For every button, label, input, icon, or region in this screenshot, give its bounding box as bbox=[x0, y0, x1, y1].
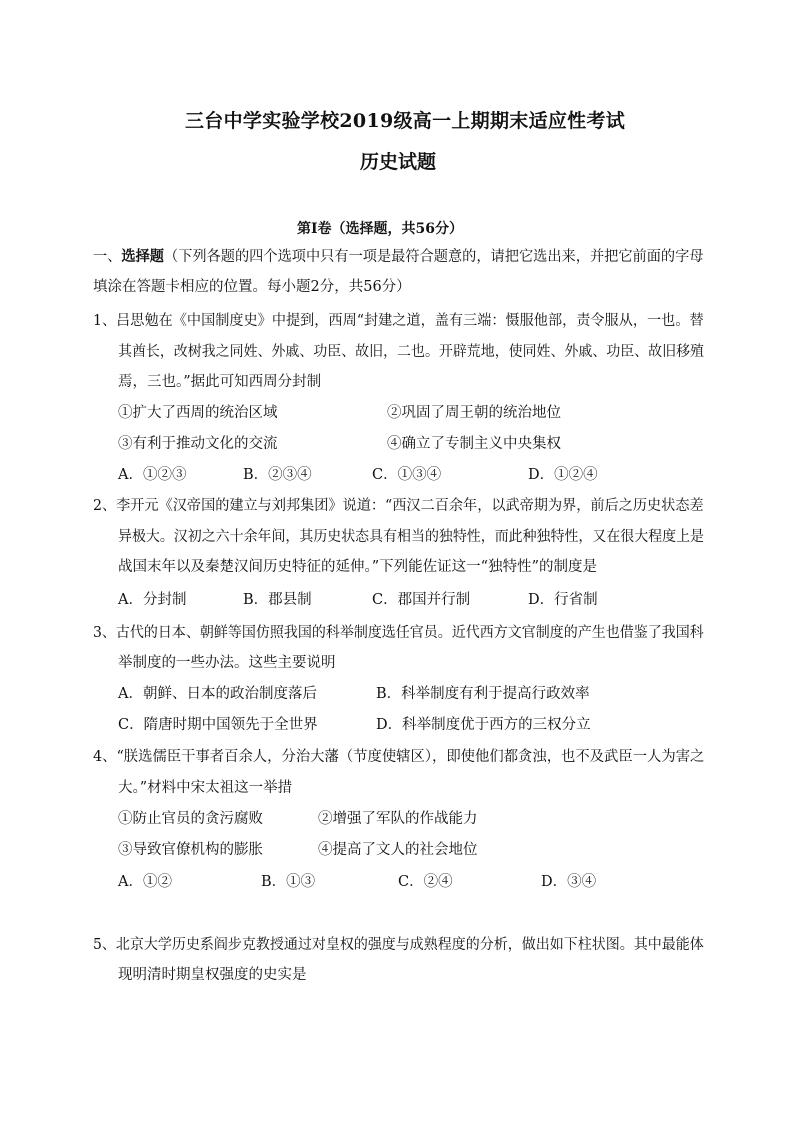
option-d: D．③④ bbox=[541, 874, 597, 890]
statement: ②巩固了周王朝的统治地位 bbox=[387, 405, 561, 421]
statement: ①扩大了西周的统治区域 bbox=[118, 405, 278, 421]
question-line: 现明清时期皇权强度的史实是 bbox=[118, 967, 307, 983]
option-d: D．行省制 bbox=[528, 592, 598, 608]
option-c: C．①③④ bbox=[372, 467, 442, 483]
question-line: 1、吕思勉在《中国制度史》中提到，西周“封建之道，盖有三端：慑服他部，责令服从，一也。替 bbox=[93, 313, 704, 329]
statement: ①防止官员的贪污腐败 bbox=[118, 811, 263, 827]
exam-subtitle: 历史试题 bbox=[360, 151, 437, 173]
question-line: 焉，三也。”据此可知西周分封制 bbox=[118, 374, 322, 390]
instructions-text: （下列各题的四个选项中只有一项是最符合题意的，请把它选出来，并把它前面的字母 bbox=[163, 249, 704, 265]
option-d: D．科举制度优于西方的三权分立 bbox=[376, 717, 591, 733]
question-line: 战国末年以及秦楚汉间历史特征的延伸。”下列能佐证这一“独特性”的制度是 bbox=[118, 559, 597, 575]
question-line: 其酋长，改树我之同姓、外戚、功臣、故旧，二也。开辟荒地，使同姓、外戚、功臣、故旧移殖 bbox=[118, 344, 704, 360]
question-line: 3、古代的日本、朝鲜等国仿照我国的科举制度选任官员。近代西方文官制度的产生也借鉴了我国科 bbox=[93, 625, 704, 641]
instructions-prefix: 一、 bbox=[93, 249, 122, 265]
option-c: C．隋唐时期中国领先于全世界 bbox=[118, 717, 318, 733]
question-line: 大。”材料中宋太祖这一举措 bbox=[118, 780, 293, 796]
option-c: C．郡国并行制 bbox=[372, 592, 471, 608]
instructions-line-1 bbox=[93, 247, 704, 267]
statement: ②增强了军队的作战能力 bbox=[318, 811, 478, 827]
option-c: C．②④ bbox=[398, 874, 453, 890]
option-d: D．①②④ bbox=[528, 467, 598, 483]
statement: ③导致官僚机构的膨胀 bbox=[118, 842, 263, 858]
question-line: 4、“朕选儒臣干事者百余人，分治大藩（节度使辖区），即使他们都贪浊，也不及武臣一人为害之 bbox=[93, 749, 705, 765]
instructions-line-2: 填涂在答题卡相应的位置。每小题2分，共56分） bbox=[93, 279, 411, 295]
statement: ③有利于推动文化的交流 bbox=[118, 436, 278, 452]
statement: ④提高了文人的社会地位 bbox=[318, 842, 478, 858]
option-b: B．郡县制 bbox=[243, 592, 312, 608]
option-a: A．①② bbox=[118, 874, 172, 890]
instructions-bold-label: 选择题 bbox=[121, 248, 164, 265]
option-a: A．朝鲜、日本的政治制度落后 bbox=[118, 686, 317, 702]
statement: ④确立了专制主义中央集权 bbox=[387, 436, 561, 452]
question-line: 5、北京大学历史系阎步克教授通过对皇权的强度与成熟程度的分析，做出如下柱状图。其中最能体 bbox=[93, 937, 704, 953]
exam-title: 三台中学实验学校2019级高一上期期末适应性考试 bbox=[185, 110, 626, 132]
option-a: A．分封制 bbox=[118, 592, 187, 608]
question-line: 异极大。汉初之六十余年间，其历史状态具有相当的独特性，而此种独特性，又在很大程度上是 bbox=[118, 529, 704, 545]
question-line: 举制度的一些办法。这些主要说明 bbox=[118, 655, 336, 671]
option-a: A．①②③ bbox=[118, 467, 187, 483]
question-line: 2、李开元《汉帝国的建立与刘邦集团》说道：“西汉二百余年，以武帝期为界，前后之历史状态差 bbox=[93, 498, 704, 514]
option-b: B．②③④ bbox=[243, 467, 312, 483]
section-heading: 第Ⅰ卷（选择题，共56分） bbox=[297, 221, 464, 237]
option-b: B．①③ bbox=[261, 874, 316, 890]
option-b: B．科举制度有利于提高行政效率 bbox=[376, 686, 590, 702]
